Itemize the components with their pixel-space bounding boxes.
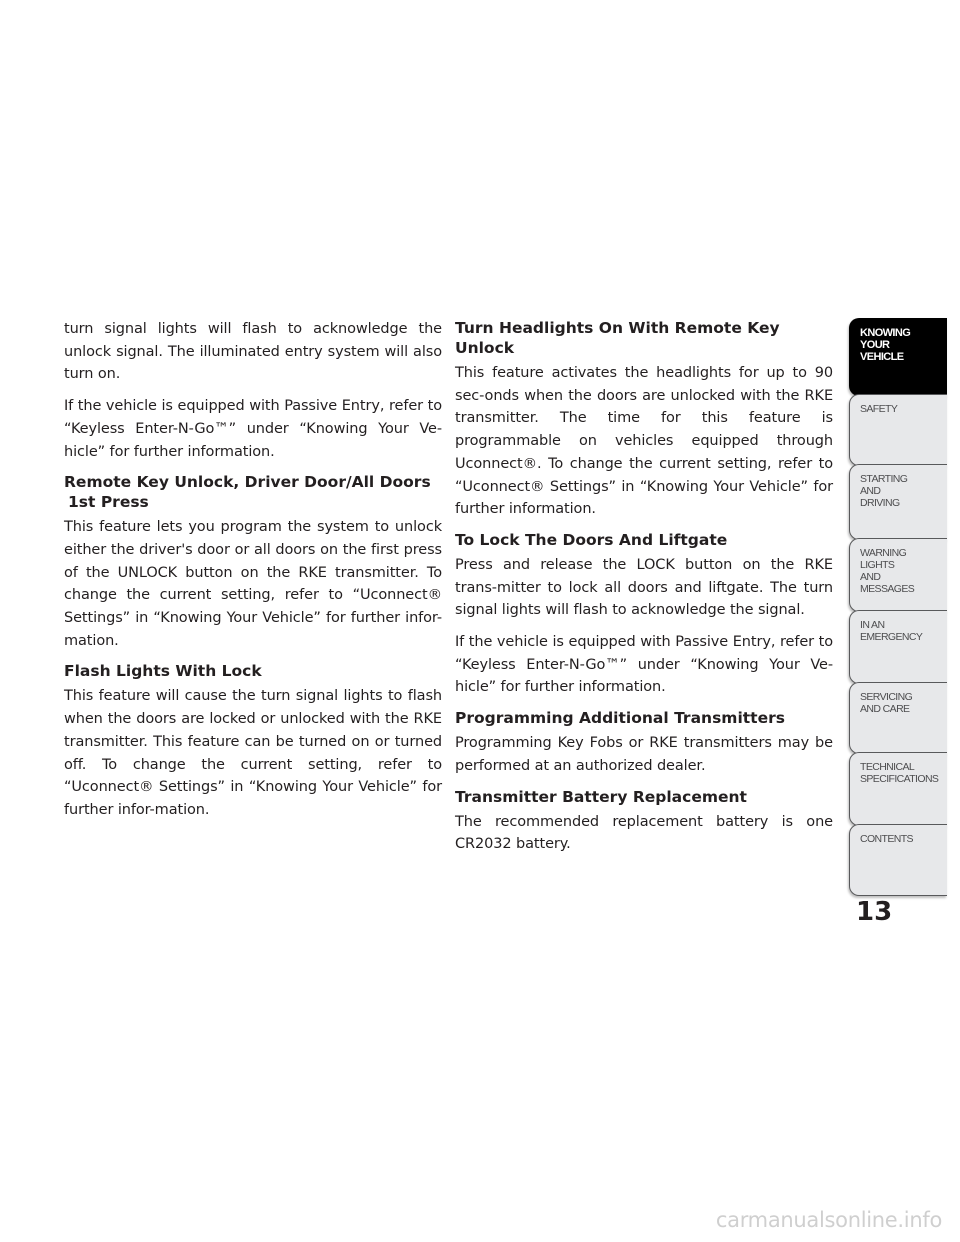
tab-technical-specifications[interactable]: TECHNICAL SPECIFICATIONS bbox=[849, 752, 947, 826]
paragraph: The recommended replacement battery is one CR2032 battery. bbox=[455, 813, 833, 853]
tab-knowing-your-vehicle[interactable]: KNOWING YOUR VEHICLE bbox=[849, 318, 947, 396]
paragraph: Programming Key Fobs or RKE transmitters may be performed at an authorized dealer. bbox=[455, 735, 833, 774]
section-heading-programming: Programming Additional Transmitters bbox=[455, 709, 785, 728]
page-number: 13 bbox=[856, 897, 893, 927]
heading-line: Remote Key Unlock, Driver Door/All Doors bbox=[64, 473, 431, 492]
paragraph: Press and release the LOCK button on the RKE trans-mitter to lock all doors and liftgate. The turn signal lights will flash to acknowledge the signal. bbox=[455, 556, 833, 619]
tab-contents[interactable]: CONTENTS bbox=[849, 824, 947, 896]
paragraph: If the vehicle is equipped with Passive Entry, refer to “Keyless Enter-N-Go™” under “Knowing Your Ve-hicle” for further information. bbox=[455, 634, 833, 696]
left-column bbox=[64, 318, 442, 831]
paragraph: This feature lets you program the system to unlock either the driver's door or all doors on the first press of the UNLOCK button on the RKE transmitter. To change the current setting, refer to “Uconnect® Settings” in “Knowing Your Vehicle” for further infor-mation. bbox=[64, 519, 442, 649]
paragraph: This feature will cause the turn signal lights to flash when the doors are locked or unlocked with the RKE transmitter. This feature can be turned on or turned off. To change the current setting, refer to “Uconnect® Settings” in “Knowing Your Vehicle” for further infor-mation. bbox=[64, 688, 442, 818]
section-heading-lock-doors: To Lock The Doors And Liftgate bbox=[455, 530, 728, 549]
section-heading-battery: Transmitter Battery Replacement bbox=[455, 787, 747, 806]
paragraph: This feature activates the headlights for up to 90 sec-onds when the doors are unlocked with the RKE transmitter. The time for this feature is programmable on vehicles equipped through Uconnect®. To change the current setting, refer to “Uconnect® Settings” in “Knowing Your Vehicle” for further information. bbox=[455, 365, 833, 518]
tab-starting-and-driving[interactable]: STARTING AND DRIVING bbox=[849, 464, 947, 540]
section-heading-remote-key-unlock bbox=[64, 472, 442, 512]
right-column bbox=[455, 318, 833, 865]
section-heading-headlights: Turn Headlights On With Remote Key Unlock bbox=[455, 319, 780, 357]
tab-servicing-and-care[interactable]: SERVICING AND CARE bbox=[849, 682, 947, 754]
watermark: carmanualsonline.info bbox=[715, 1208, 942, 1232]
tab-in-an-emergency[interactable]: IN AN EMERGENCY bbox=[849, 610, 947, 684]
paragraph: turn signal lights will flash to acknowledge the unlock signal. The illuminated entry system will also turn on. bbox=[64, 321, 442, 383]
tab-warning-lights[interactable]: WARNING LIGHTS AND MESSAGES bbox=[849, 538, 947, 612]
paragraph: If the vehicle is equipped with Passive Entry, refer to “Keyless Enter-N-Go™” under “Knowing Your Ve-hicle” for further information. bbox=[64, 398, 442, 460]
section-heading-flash-lights: Flash Lights With Lock bbox=[64, 662, 262, 681]
heading-line: 1st Press bbox=[68, 493, 149, 512]
tab-safety[interactable]: SAFETY bbox=[849, 394, 947, 466]
